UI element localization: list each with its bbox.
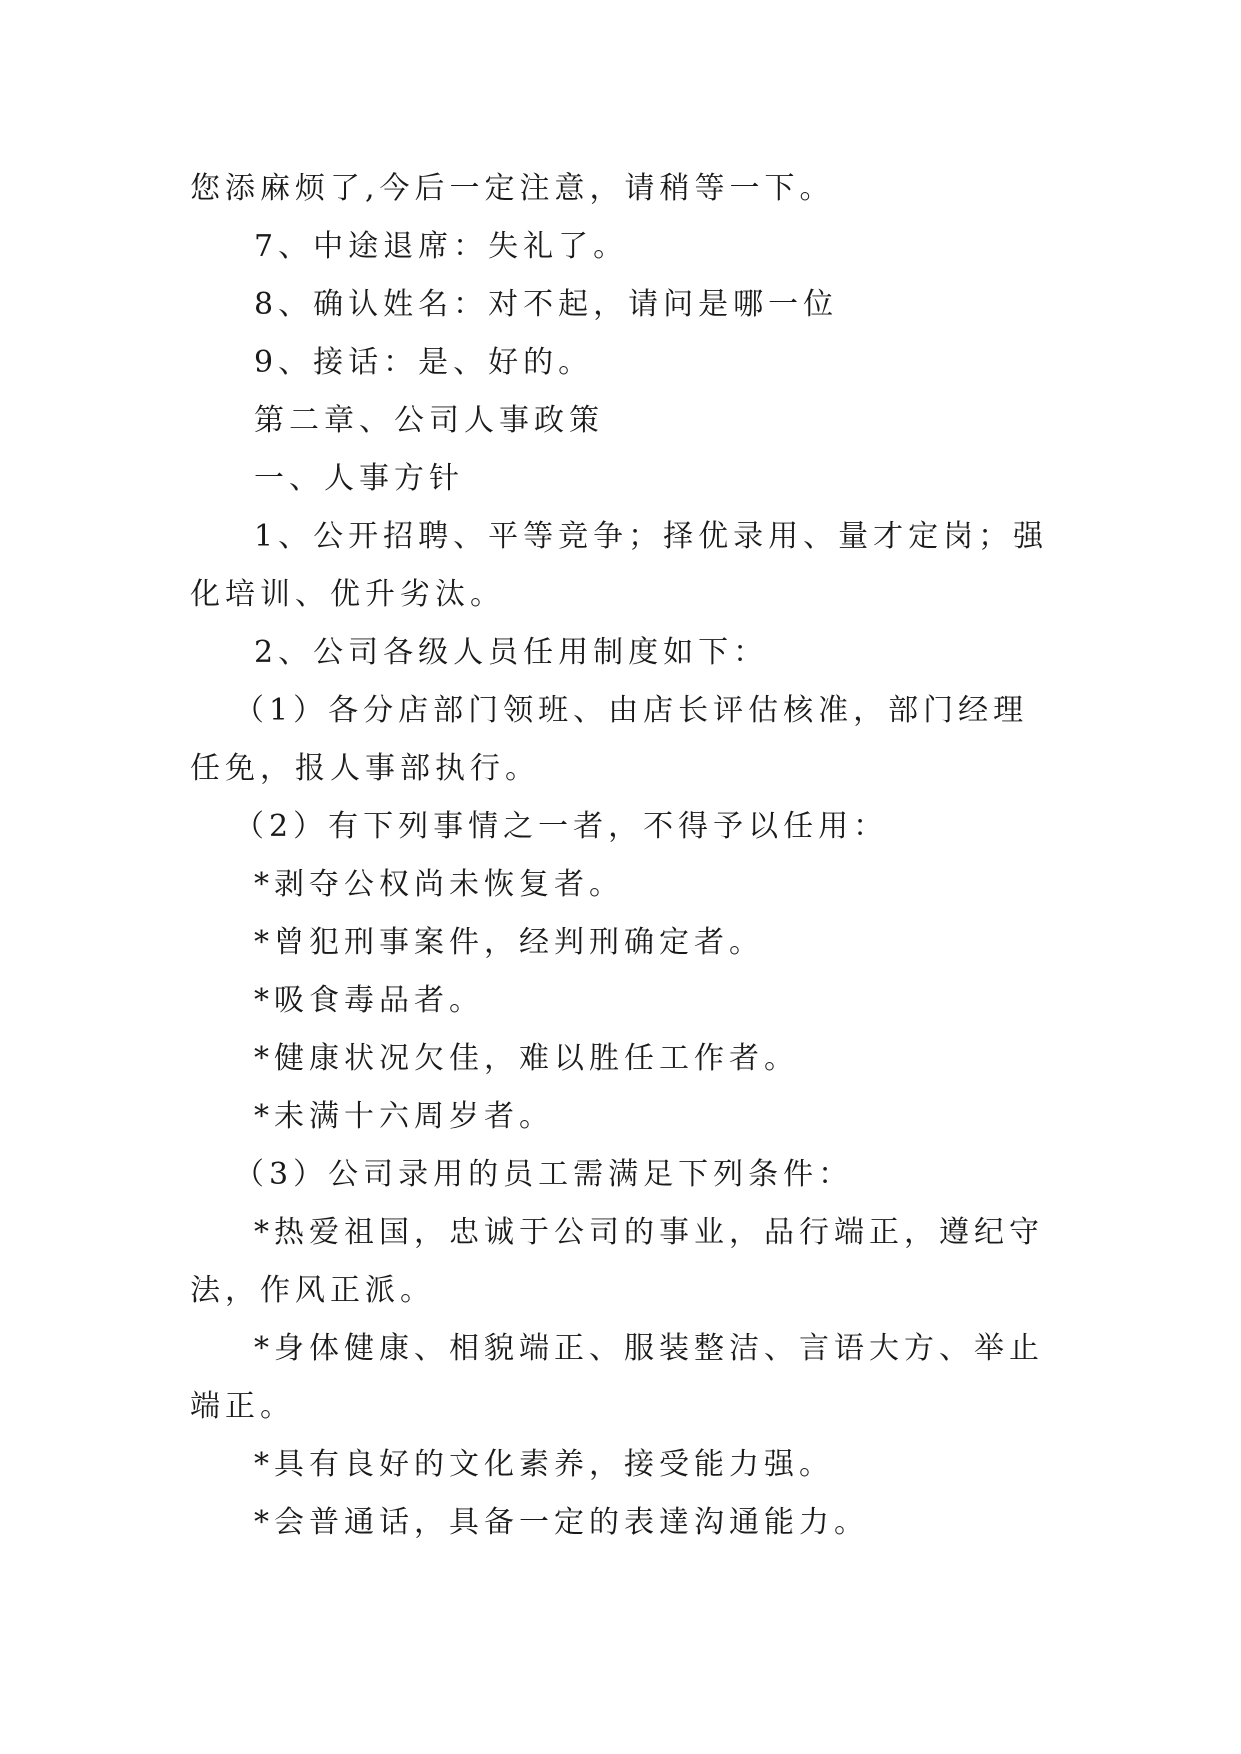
list-item: *吸食毒品者。 xyxy=(254,983,484,1018)
list-item: *未满十六周岁者。 xyxy=(254,1099,554,1134)
paragraph-policy-1: 1、公开招聘、平等竞争；择优录用、量才定岗；强化培训、优升劣汰。 xyxy=(190,519,1049,612)
section-heading: 一、人事方针 xyxy=(254,461,464,496)
list-item: *会普通话，具备一定的表達沟通能力。 xyxy=(254,1505,869,1540)
paragraph-clause-1: （1）各分店部门领班、由店长评估核准，部门经理任免，报人事部执行。 xyxy=(190,693,1029,786)
list-item: *健康状况欠佳，难以胜任工作者。 xyxy=(254,1041,799,1076)
list-item: *剥夺公权尚未恢复者。 xyxy=(254,867,624,902)
paragraph-continuation: 您添麻烦了,今后一定注意，请稍等一下。 xyxy=(190,171,835,206)
chapter-heading: 第二章、公司人事政策 xyxy=(254,403,604,438)
list-item: *热爱祖国，忠诚于公司的事业，品行端正，遵纪守法，作风正派。 xyxy=(190,1215,1044,1308)
paragraph-policy-2: 2、公司各级人员任用制度如下： xyxy=(254,635,769,670)
list-item: *曾犯刑事案件，经判刑确定者。 xyxy=(254,925,764,960)
paragraph-clause-3: （3）公司录用的员工需满足下列条件： xyxy=(234,1157,854,1192)
paragraph-item-9: 9、接话：是、好的。 xyxy=(254,345,594,380)
paragraph-clause-2: （2）有下列事情之一者，不得予以任用： xyxy=(234,809,889,844)
document-body xyxy=(190,160,1050,1552)
list-item: *身体健康、相貌端正、服装整洁、言语大方、举止端正。 xyxy=(190,1331,1044,1424)
paragraph-item-7: 7、中途退席：失礼了。 xyxy=(254,229,629,264)
list-item: *具有良好的文化素养，接受能力强。 xyxy=(254,1447,834,1482)
paragraph-item-8: 8、确认姓名：对不起，请问是哪一位 xyxy=(254,287,839,322)
